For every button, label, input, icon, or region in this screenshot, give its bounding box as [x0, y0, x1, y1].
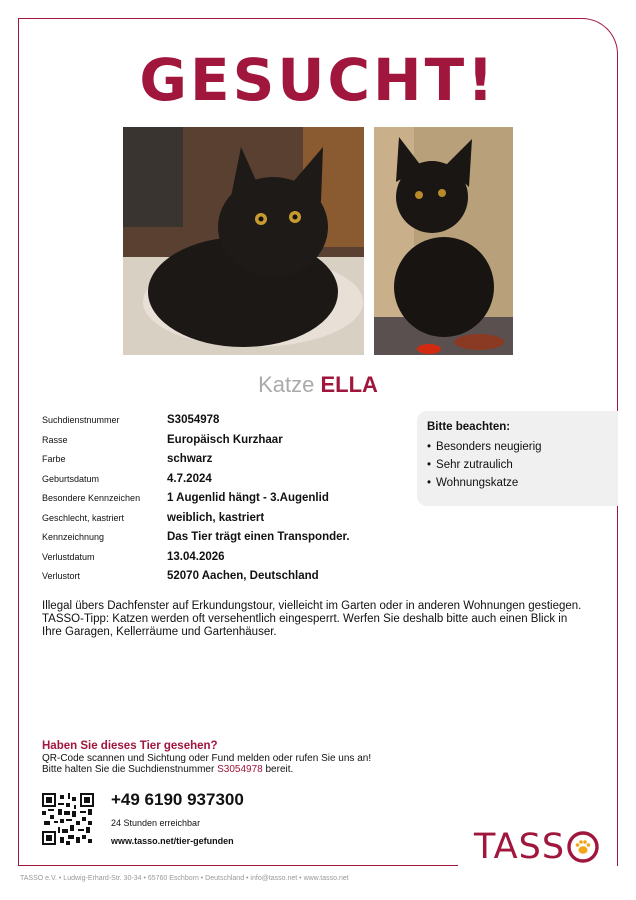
- detail-row: [42, 512, 422, 532]
- notice-item: • Wohnungskatze: [427, 477, 608, 489]
- headline: GESUCHT!: [139, 46, 497, 114]
- cat-photo-1: [123, 127, 364, 355]
- qr-code[interactable]: [42, 793, 94, 845]
- detail-row: [42, 434, 422, 454]
- detail-row: [42, 453, 422, 473]
- logo-text: TASS: [474, 827, 566, 867]
- detail-row: [42, 414, 422, 434]
- detail-value: S3054978: [167, 414, 220, 426]
- seen-line-2: [42, 764, 562, 776]
- detail-label: Kennzeichnung: [42, 532, 105, 542]
- detail-label: Farbe: [42, 454, 66, 464]
- detail-label: Geschlecht, kastriert: [42, 512, 125, 523]
- detail-value: 13.04.2026: [167, 550, 225, 563]
- animal-species: Katze: [258, 372, 315, 397]
- seen-search-number: S3054978: [217, 764, 263, 775]
- seen-line: QR-Code scannen und Sichtung oder Fund melden oder rufen Sie uns an!: [42, 752, 372, 764]
- detail-value: Europäisch Kurzhaar: [167, 433, 283, 446]
- detail-label: Verlustort: [42, 571, 81, 581]
- detail-row: [42, 492, 422, 512]
- detail-row: [42, 473, 422, 493]
- notice-item: • Sehr zutraulich: [427, 459, 608, 471]
- seen-title: Haben Sie dieses Tier gesehen?: [42, 740, 218, 752]
- tasso-logo: [474, 827, 600, 867]
- notice-item: • Besonders neugierig: [427, 441, 608, 453]
- description-tip: TASSO-Tipp: Katzen werden oft versehentlich eingesperrt. Werfen Sie deshalb bitte auch einen Blick in Ihre Garagen, Kellerräume und Gartenhäuser.: [42, 613, 568, 638]
- animal-name-value: ELLA: [320, 372, 378, 397]
- phone-number[interactable]: +49 6190 937300: [111, 790, 244, 809]
- detail-value: 4.7.2024: [167, 472, 212, 485]
- detail-value: Das Tier trägt einen Transponder.: [167, 531, 350, 543]
- detail-row: [42, 570, 422, 590]
- notice-list: [427, 441, 608, 489]
- detail-label: Rasse: [42, 434, 68, 445]
- notice-box: [417, 411, 618, 506]
- detail-label: Geburtsdatum: [42, 473, 100, 484]
- detail-value: 1 Augenlid hängt - 3.Augenlid: [167, 492, 329, 504]
- found-link[interactable]: www.tasso.net/tier-gefunden: [111, 836, 234, 846]
- seen-section: [42, 741, 562, 776]
- frame-bottom-border: [18, 865, 458, 866]
- seen-line-suffix: bereit.: [265, 764, 294, 775]
- cat-photo-2: [374, 127, 513, 355]
- footer-address: TASSO e.V. • Ludwig-Erhard-Str. 30-34 • 65760 Eschborn • Deutschland • info@tasso.net • www.tasso.net: [20, 875, 349, 882]
- details-table: [42, 414, 422, 590]
- detail-value: 52070 Aachen, Deutschland: [167, 570, 319, 582]
- description: [42, 600, 587, 639]
- detail-label: Suchdienstnummer: [42, 415, 120, 425]
- contact-block: [111, 790, 244, 846]
- detail-value: schwarz: [167, 453, 213, 465]
- detail-label: Verlustdatum: [42, 551, 95, 562]
- detail-value: weiblich, kastriert: [167, 511, 265, 524]
- animal-name: [0, 372, 636, 398]
- notice-title: Bitte beachten:: [427, 421, 511, 433]
- paw-icon: [566, 830, 600, 864]
- availability: 24 Stunden erreichbar: [111, 818, 201, 828]
- description-line: Illegal übers Dachfenster auf Erkundungstour, vielleicht im Garten oder in anderen Wohnungen gestiegen.: [42, 600, 582, 612]
- detail-row: [42, 531, 422, 551]
- detail-row: [42, 551, 422, 571]
- detail-label: Besondere Kennzeichen: [42, 493, 141, 503]
- seen-line-prefix: Bitte halten Sie die Suchdienstnummer: [42, 764, 215, 775]
